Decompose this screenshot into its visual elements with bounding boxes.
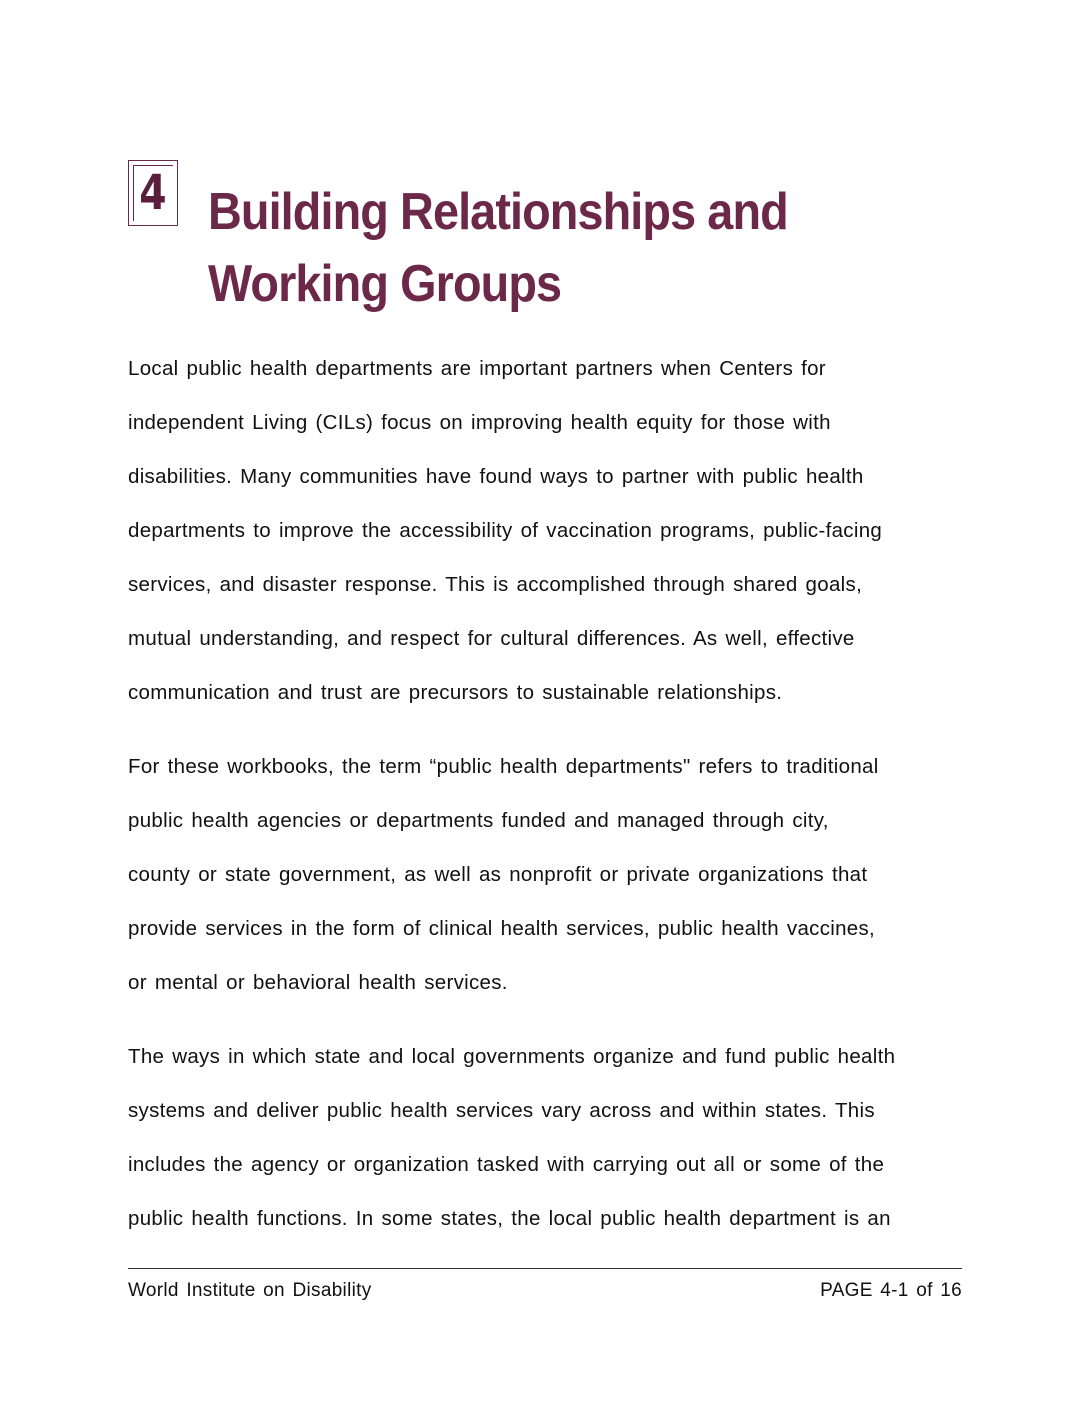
footer-organization: World Institute on Disability [128,1280,372,1301]
paragraph-intro [128,342,962,720]
paragraph-line: Local public health departments are important partners when Centers for [128,357,826,380]
chapter-title-line: Working Groups [208,255,562,313]
paragraph-definition [128,740,962,1010]
paragraph-line: disabilities. Many communities have found ways to partner with public health [128,465,864,488]
paragraph-line: or mental or behavioral health services. [128,971,508,994]
paragraph-line: departments to improve the accessibility of vaccination programs, public-facing [128,519,883,542]
footer-divider [128,1268,962,1269]
paragraph-line: The ways in which state and local governments organize and fund public health [128,1045,896,1068]
chapter-title [208,176,892,320]
chapter-title-line: Building Relationships and [208,183,788,241]
paragraph-line: provide services in the form of clinical health services, public health vaccines, [128,917,876,940]
paragraph-line: includes the agency or organization tasked with carrying out all or some of the [128,1153,885,1176]
paragraph-line: services, and disaster response. This is accomplished through shared goals, [128,573,863,596]
chapter-number: 4 [139,165,167,221]
paragraph-line: public health agencies or departments funded and managed through city, [128,809,829,832]
paragraph-systems [128,1030,962,1246]
paragraph-line: independent Living (CILs) focus on improving health equity for those with [128,411,831,434]
paragraph-line: public health functions. In some states, the local public health department is an [128,1207,891,1230]
chapter-number-badge [128,160,178,226]
paragraph-line: communication and trust are precursors to sustainable relationships. [128,681,783,704]
paragraph-line: systems and deliver public health services vary across and within states. This [128,1099,875,1122]
paragraph-line: For these workbooks, the term “public health departments" refers to traditional [128,755,879,778]
paragraph-line: county or state government, as well as nonprofit or private organizations that [128,863,868,886]
footer-page-number: PAGE 4-1 of 16 [820,1280,962,1301]
paragraph-line: mutual understanding, and respect for cultural differences. As well, effective [128,627,855,650]
